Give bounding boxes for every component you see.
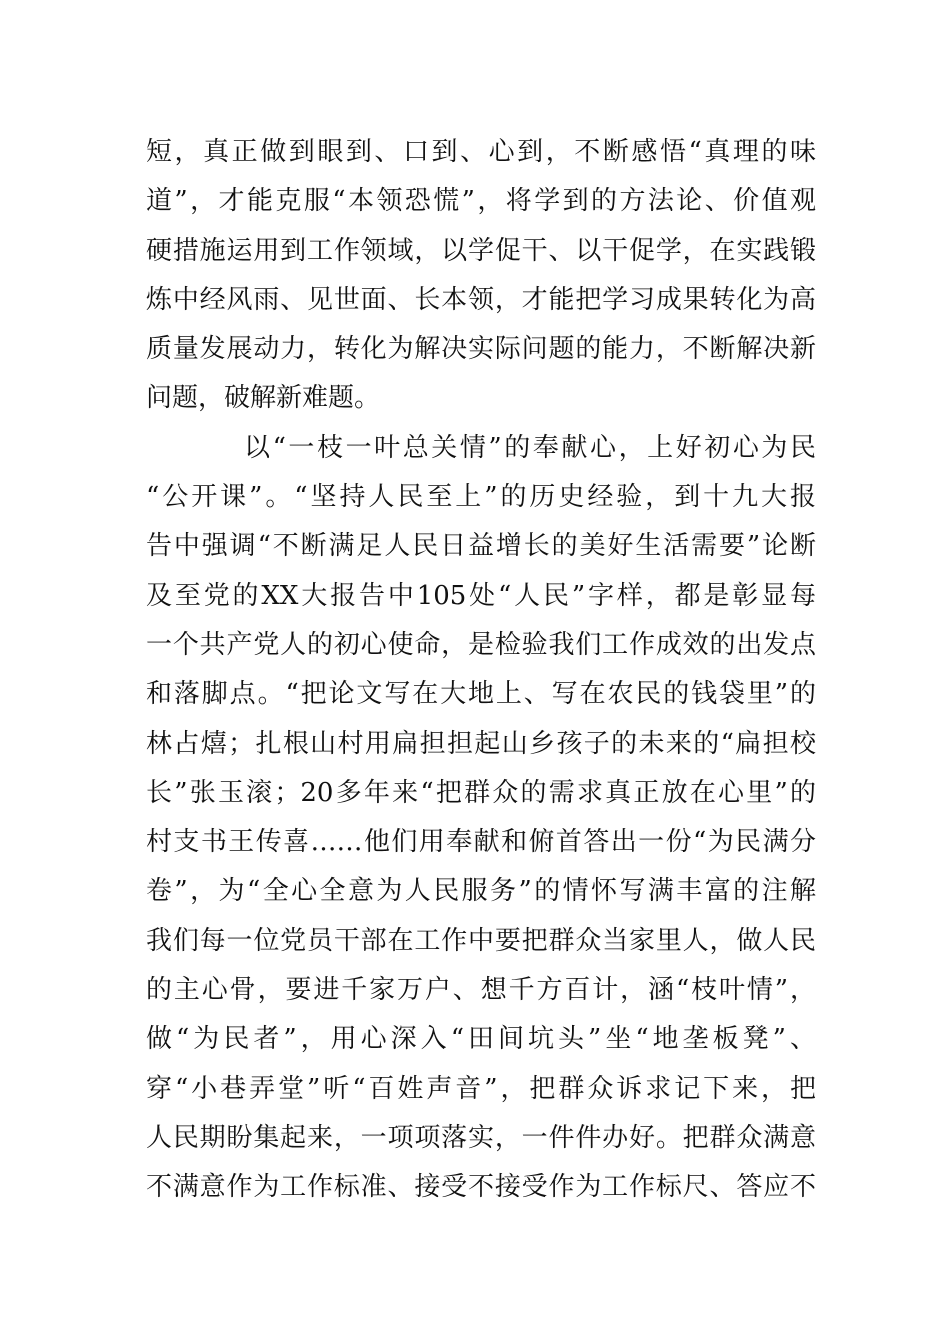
body-text — [146, 128, 816, 1213]
text-line: 林占熺；扎根山村用扁担担起山乡孩子的未来的“扁担校 — [146, 728, 816, 759]
text-line: 我们每一位党员干部在工作中要把群众当家里人，做人民 — [146, 925, 816, 956]
text-line: 问题，破解新难题。 — [146, 383, 381, 414]
text-line: 以“一枝一叶总关情”的奉献心，上好初心为民 — [244, 432, 816, 463]
text-line: 质量发展动力，转化为解决实际问题的能力，不断解决新 — [146, 334, 816, 365]
text-line: 长”张玉滚；20多年来“把群众的需求真正放在心里”的 — [146, 777, 816, 808]
text-line: 穿“小巷弄堂”听“百姓声音”，把群众诉求记下来，把 — [146, 1073, 816, 1104]
text-line: 村支书王传喜……他们用奉献和俯首答出一份“为民满分 — [146, 827, 816, 858]
text-line: 的主心骨，要进千家万户、想千方百计，涵“枝叶情”， — [146, 975, 816, 1006]
paragraph-2 — [146, 424, 816, 1213]
text-line: 告中强调“不断满足人民日益增长的美好生活需要”论断 — [146, 531, 816, 562]
text-line: 道”，才能克服“本领恐慌”，将学到的方法论、价值观 — [146, 186, 816, 217]
text-line: 硬措施运用到工作领域，以学促干、以干促学，在实践锻 — [146, 235, 816, 266]
text-line: 卷”，为“全心全意为人民服务”的情怀写满丰富的注解 — [146, 876, 816, 907]
text-line: 做“为民者”，用心深入“田间坑头”坐“地垄板凳”、 — [146, 1024, 816, 1055]
text-line: 不满意作为工作标准、接受不接受作为工作标尺、答应不 — [146, 1172, 816, 1203]
paragraph-1 — [146, 128, 816, 424]
text-line: 和落脚点。“把论文写在大地上、写在农民的钱袋里”的 — [146, 679, 816, 710]
text-line: 短，真正做到眼到、口到、心到，不断感悟“真理的味 — [146, 137, 816, 167]
text-line: 一个共产党人的初心使命，是检验我们工作成效的出发点 — [146, 629, 816, 660]
text-line: 人民期盼集起来，一项项落实，一件件办好。把群众满意 — [146, 1122, 816, 1153]
text-line: 及至党的XX大报告中105处“人民”字样，都是彰显每 — [146, 580, 816, 611]
text-line: “公开课”。“坚持人民至上”的历史经验，到十九大报 — [146, 482, 816, 513]
text-line: 炼中经风雨、见世面、长本领，才能把学习成果转化为高 — [146, 284, 816, 315]
